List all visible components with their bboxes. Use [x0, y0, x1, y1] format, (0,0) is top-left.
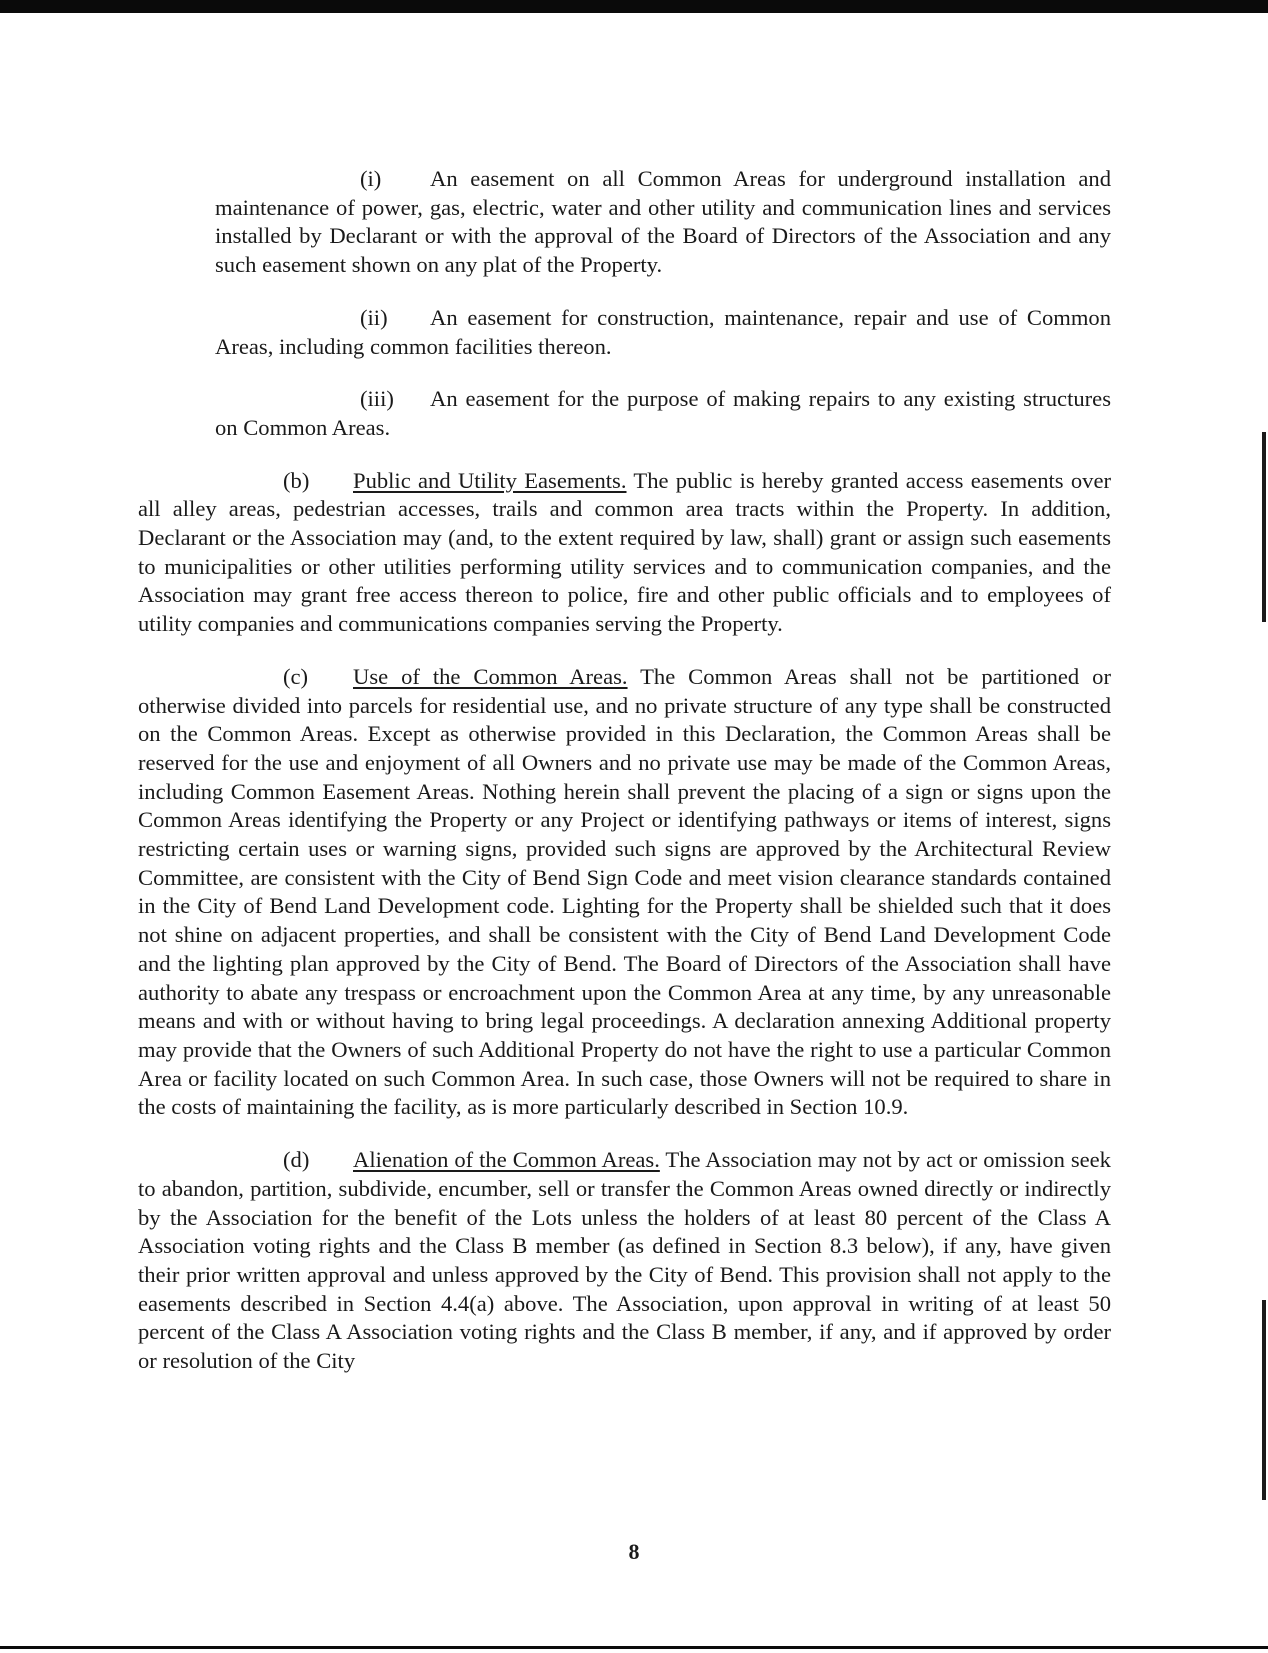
section-heading: Public and Utility Easements.	[353, 467, 627, 493]
scan-edge-mark	[1262, 432, 1266, 622]
section-text: The public is hereby granted access easements over all alley areas, pedestrian accesses, trails and common area tracts within the Property. In addition, Declarant or the Association may (and, to the extent required by law, shall) grant or assign such easements to municipalities or other utilities performing utility services and to communication companies, and the Association may grant free access thereon to police, fire and other public officials and to employees of utility companies and communications companies serving the Property.	[138, 467, 1111, 637]
scan-edge-mark	[1262, 1300, 1266, 1500]
subsection-marker: (iii)	[360, 386, 394, 412]
subsection-text: An easement for construction, maintenance, repair and use of Common Areas, including common facilities thereon.	[215, 304, 1111, 359]
subsection-i	[215, 165, 1111, 280]
subsection-ii	[215, 304, 1111, 361]
subsection-marker: (ii)	[360, 304, 388, 330]
section-marker: (d)	[283, 1147, 310, 1173]
page-number: 8	[628, 1539, 640, 1564]
subsection-text: An easement on all Common Areas for underground installation and maintenance of power, gas, electric, water and other utility and communication lines and services installed by Declarant or with the approval of the Board of Directors of the Association and any such easement shown on any plat of the Property.	[215, 166, 1111, 278]
section-b	[138, 467, 1111, 639]
section-text: The Association may not by act or omission seek to abandon, partition, subdivide, encumber, sell or transfer the Common Areas owned directly or indirectly by the Association for the benefit of the Lots unless the holders of at least 80 percent of the Class A Association voting rights and the Class B member (as defined in Section 8.3 below), if any, have given their prior written approval and unless approved by the City of Bend. This provision shall not apply to the easements described in Section 4.4(a) above. The Association, upon approval in writing of at least 50 percent of the Class A Association voting rights and the Class B member, if any, and if approved by order or resolution of the City	[138, 1147, 1111, 1374]
section-heading: Alienation of the Common Areas.	[353, 1147, 660, 1173]
subsection-marker: (i)	[360, 166, 382, 191]
section-marker: (c)	[283, 663, 309, 689]
section-marker: (b)	[283, 467, 310, 493]
subsection-text: An easement for the purpose of making repairs to any existing structures on Common Areas.	[215, 386, 1111, 440]
scan-top-border	[0, 0, 1268, 13]
section-text: The Common Areas shall not be partitioned or otherwise divided into parcels for residential use, and no private structure of any type shall be constructed on the Common Areas. Except as otherwise provided in this Declaration, the Common Areas shall be reserved for the use and enjoyment of all Owners and no private use may be made of the Common Areas, including Common Easement Areas. Nothing herein shall prevent the placing of a sign or signs upon the Common Areas identifying the Property or any Project or identifying pathways or items of interest, signs restricting certain uses or warning signs, provided such signs are approved by the Architectural Review Committee, are consistent with the City of Bend Sign Code and meet vision clearance standards contained in the City of Bend Land Development code. Lighting for the Property shall be shielded such that it does not shine on adjacent properties, and shall be consistent with the City of Bend Land Development Code and the lighting plan approved by the City of Bend. The Board of Directors of the Association shall have authority to abate any trespass or encroachment upon the Common Area at any time, by any unreasonable means and with or without having to bring legal proceedings. A declaration annexing Additional property may provide that the Owners of such Additional Property do not have the right to use a particular Common Area or facility located on such Common Area. In such case, those Owners will not be required to share in the costs of maintaining the facility, as is more particularly described in Section 10.9.	[138, 663, 1111, 1120]
document-body	[138, 165, 1111, 1400]
section-d	[138, 1146, 1111, 1376]
section-heading: Use of the Common Areas.	[353, 663, 628, 689]
section-c	[138, 663, 1111, 1122]
scan-bottom-border	[0, 1646, 1268, 1649]
subsection-iii	[215, 385, 1111, 442]
